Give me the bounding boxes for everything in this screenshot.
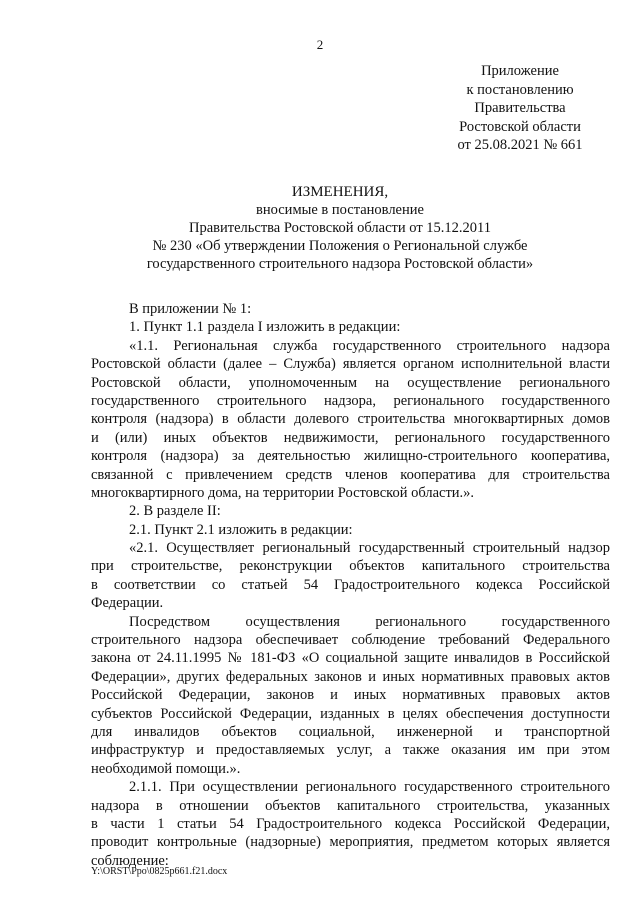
title-line: государственного строительного надзора Ростовской области» [146,256,534,272]
page-number: 2 [316,37,324,52]
paragraph-line: строительного надзора обеспечивает соблюдение требований Федерального [91,632,610,649]
paragraph-line: Посредством осуществления регионального государственного [129,613,610,630]
appendix-line: от 25.08.2021 № 661 [457,137,583,153]
paragraph-line: Ростовской области (далее – Служба) является органом исполнительной власти [91,356,610,373]
paragraph-line: надзора в отношении объектов капитального строительства, указанных [91,797,610,814]
file-path-footer: Y:\ORST\Ppo\0825p661.f21.docx [91,866,228,877]
paragraph-line: 2.1. Пункт 2.1 изложить в редакции: [129,521,353,538]
paragraph-line: 2.1.1. При осуществлении регионального государственного строительного [129,779,610,796]
title-line: № 230 «Об утверждении Положения о Региональной службе [152,238,528,254]
paragraph-line: для инвалидов объектов социальной, инженерной и транспортной [91,723,610,740]
paragraph-line: контроля (надзора) за деятельностью жилищно-строительного кооператива, [91,448,610,465]
document-title [70,183,610,273]
paragraph-line: Федерации», других федеральных законов и иных нормативных правовых актов [91,668,610,685]
paragraph-line: при строительстве, реконструкции объектов капитального строительства [91,558,610,575]
title-line: вносимые в постановление [256,202,424,218]
paragraph-line: проводит контрольные (надзорные) мероприятия, предметом которых является [91,834,610,851]
paragraph-line: необходимой помощи.». [91,760,241,777]
paragraph-line: инфраструктур и предоставляемых услуг, а также оказания им при этом [91,742,610,759]
paragraph-line: 1. Пункт 1.1 раздела I изложить в редакции: [129,319,401,336]
paragraph-line: «2.1. Осуществляет региональный государственный строительный надзор [129,540,610,557]
appendix-line: Правительства [474,100,566,116]
document-body [91,300,610,870]
appendix-line: Ростовской области [459,118,581,135]
paragraph-line: В приложении № 1: [129,301,252,317]
paragraph-line: в соответствии со статьей 54 Градостроительного кодекса Российской [91,576,610,593]
paragraph-line: Российской Федерации, законов и иных нормативных правовых актов [91,687,610,704]
paragraph-line: «1.1. Региональная служба государственного строительного надзора [129,337,610,354]
paragraph-line: закона от 24.11.1995 № 181-ФЗ «О социальной защите инвалидов в Российской [91,650,610,667]
title-line: Правительства Ростовской области от 15.12.2011 [189,220,491,236]
appendix-block [440,62,600,155]
paragraph-line: субъектов Российской Федерации, изданных в целях обеспечения доступности [91,705,610,722]
title-line: ИЗМЕНЕНИЯ, [291,184,389,200]
paragraph-line: Федерации. [91,595,164,612]
paragraph-line: многоквартирного дома, на территории Ростовской области.». [91,484,475,501]
paragraph-line: и (или) иных объектов недвижимости, регионального государственного [91,429,610,446]
paragraph-line: Ростовской области, уполномоченным на осуществление регионального [91,374,610,391]
paragraph-line: государственного строительного надзора, регионального государственного [91,392,610,409]
paragraph-line: контроля (надзора) в области долевого строительства многоквартирных домов [91,411,610,428]
paragraph-line: в части 1 статьи 54 Градостроительного кодекса Российской Федерации, [91,815,610,832]
appendix-line: к постановлению [466,81,574,98]
paragraph-line: связанной с привлечением средств членов кооператива для строительства [91,466,610,483]
paragraph-line: 2. В разделе II: [129,503,221,520]
appendix-line: Приложение [481,63,559,79]
paragraph-line: соблюдение: [91,852,169,869]
